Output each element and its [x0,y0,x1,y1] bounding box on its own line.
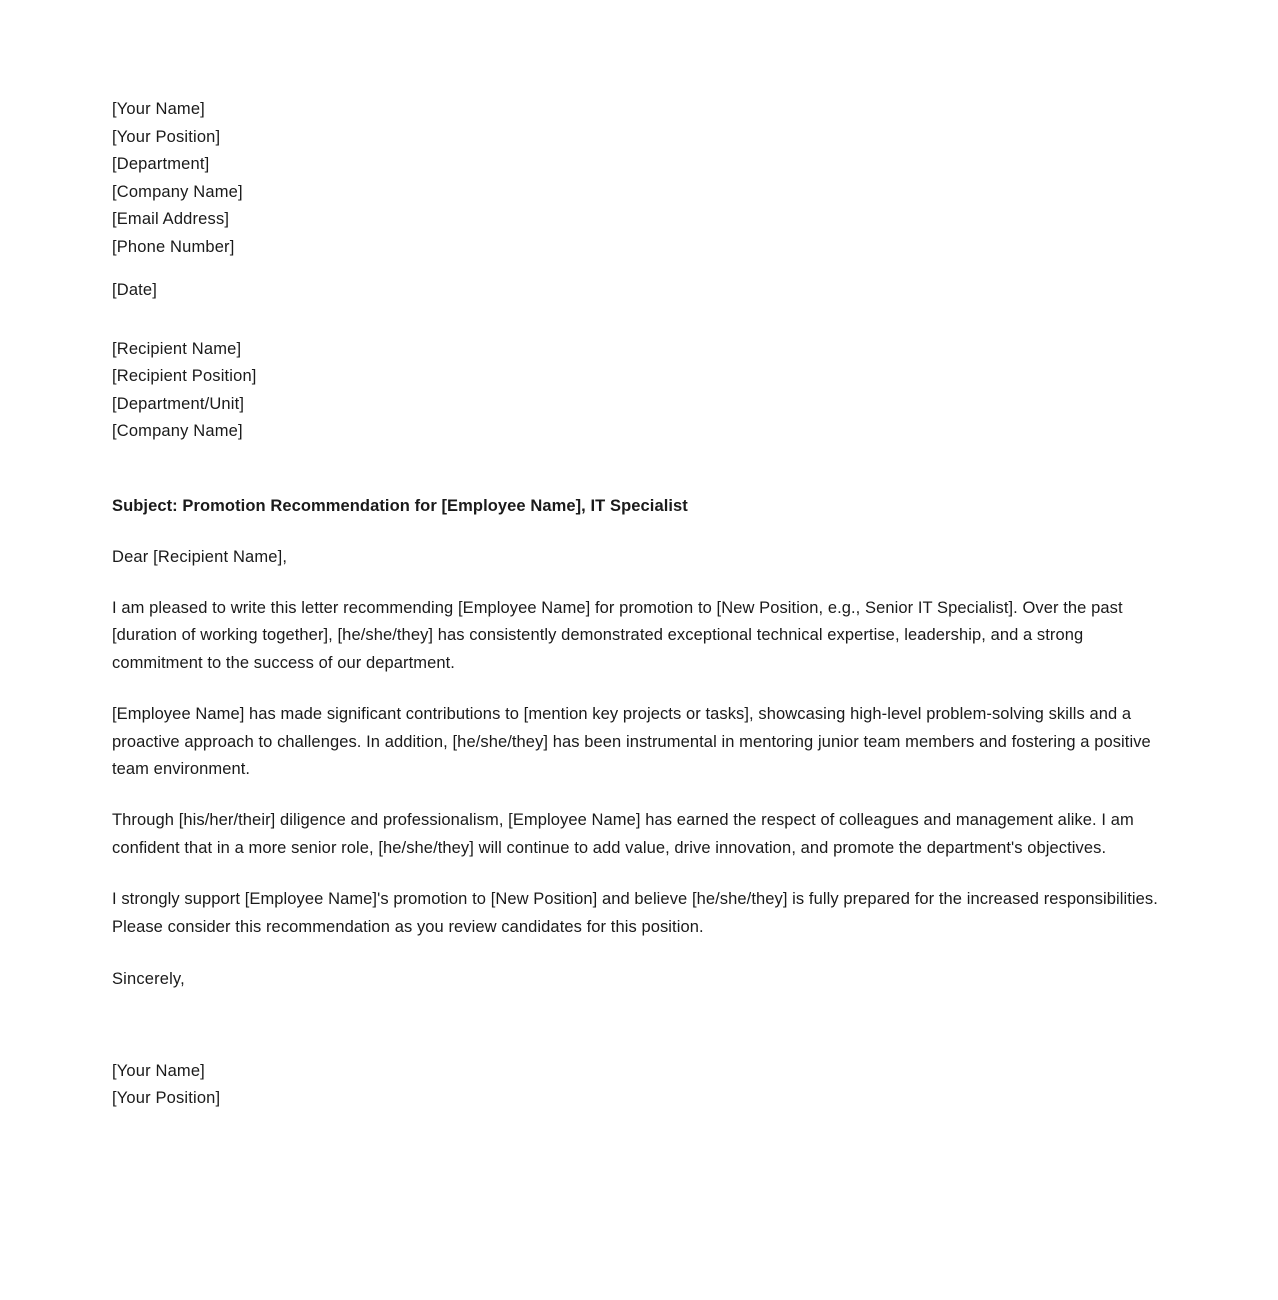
date-block [112,277,1162,305]
recipient-company: [Company Name] [112,422,243,440]
signature-name: [Your Name] [112,1061,205,1080]
salutation-block [112,544,1162,572]
sender-name: [Your Name] [112,100,205,118]
salutation-line: Dear [Recipient Name], [112,548,288,566]
sender-position: [Your Position] [112,127,221,146]
signature-position: [Your Position] [112,1089,221,1108]
signature-block [112,1058,1162,1113]
body-paragraph-4: I strongly support [Employee Name]'s promotion to [New Position] and believe [he/she/they] is fully prepared for the increased responsibilities. Please consider this recommendation as you review candidates for this position. [112,889,1158,936]
recipient-position: [Recipient Position] [112,367,257,385]
sender-email: [Email Address] [112,210,230,228]
subject-block [112,493,1162,521]
date-line: [Date] [112,281,158,299]
recipient-name: [Recipient Name] [112,339,242,358]
sender-phone: [Phone Number] [112,237,235,256]
body-paragraph-2: [Employee Name] has made significant contributions to [mention key projects or tasks], showcasing high-level problem-solving skills and a proactive approach to challenges. In addition, [he/she/they] has been instrumental in mentoring junior team members and fostering a positive team environment. [112,704,1151,779]
closing-line: Sincerely, [112,970,185,989]
sender-address-block [112,96,1162,261]
recipient-department: [Department/Unit] [112,394,245,413]
recipient-address-block [112,336,1162,446]
closing-block [112,966,1162,994]
subject-line: Subject: Promotion Recommendation for [Employee Name], IT Specialist [112,496,688,515]
sender-department: [Department] [112,155,210,173]
letter-body [112,96,1162,1113]
sender-company: [Company Name] [112,182,243,201]
body-paragraph-1: I am pleased to write this letter recommending [Employee Name] for promotion to [New Position, e.g., Senior IT Specialist]. Over the past [duration of working together], [he/she/they] has consistently demonstrated exceptional technical expertise, leadership, and a strong commitment to the success of our department. [112,598,1123,673]
body-paragraph-3: Through [his/her/their] diligence and professionalism, [Employee Name] has earned the respect of colleagues and management alike. I am confident that in a more senior role, [he/she/they] will continue to add value, drive innovation, and promote the department's objectives. [112,811,1134,858]
